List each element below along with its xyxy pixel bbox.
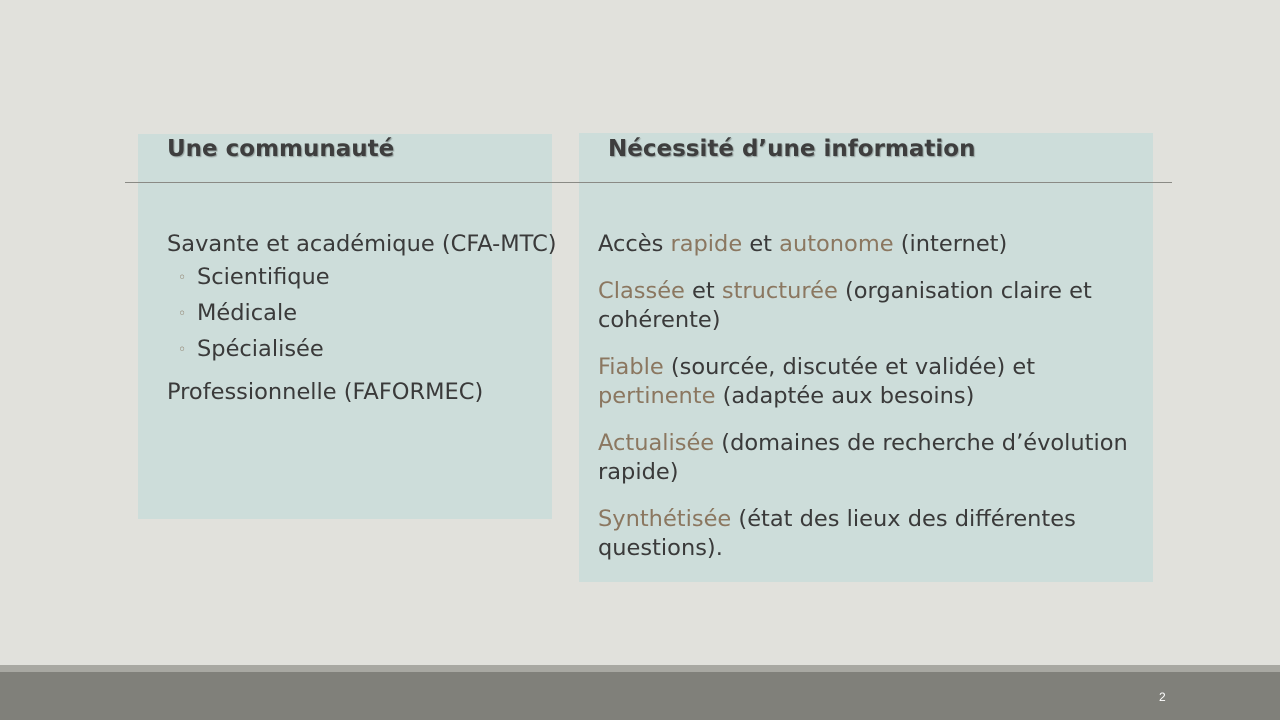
sub-item-label: Spécialisée — [197, 336, 324, 362]
text-run: (domaines de recherche d’évolution rapide) — [598, 430, 1128, 485]
text-run: (organisation claire et cohérente) — [598, 278, 1092, 333]
accent-word-synthetisee: Synthétisée — [598, 506, 732, 532]
text-run: (internet) — [893, 231, 1008, 257]
right-heading: Nécessité d’une information — [608, 136, 976, 162]
paragraph-classee — [598, 277, 1143, 335]
sub-item-scientifique — [167, 263, 547, 292]
accent-word-fiable: Fiable — [598, 354, 664, 380]
text-run: (état des lieux des différentes questions). — [598, 506, 1076, 561]
circle-bullet-icon: ◦ — [178, 270, 187, 286]
accent-word-pertinente: pertinente — [598, 383, 716, 409]
sub-item-label: Médicale — [197, 300, 298, 326]
accent-word-structuree: structurée — [721, 278, 838, 304]
accent-word-actualisee: Actualisée — [598, 430, 715, 456]
accent-word-autonome: autonome — [779, 231, 894, 257]
footer-accent-strip — [0, 665, 1280, 672]
title-divider — [125, 182, 1172, 183]
text-run: et — [684, 278, 722, 304]
paragraph-synthetisee — [598, 505, 1143, 563]
circle-bullet-icon: ◦ — [178, 306, 187, 322]
list-item-professionnelle: Professionnelle (FAFORMEC) — [167, 379, 484, 405]
sub-item-specialisee — [167, 335, 547, 364]
sub-item-medicale — [167, 299, 547, 328]
paragraph-actualisee — [598, 429, 1143, 487]
sub-list — [167, 263, 547, 364]
list-item-savante: Savante et académique (CFA-MTC) — [167, 231, 557, 257]
circle-bullet-icon: ◦ — [178, 342, 187, 358]
text-run: (sourcée, discutée et validée) et — [663, 354, 1036, 380]
paragraph-acces — [598, 230, 1143, 259]
right-content — [598, 230, 1143, 581]
left-heading: Une communauté — [167, 136, 395, 162]
page-number: 2 — [1159, 690, 1166, 704]
accent-word-rapide: rapide — [670, 231, 743, 257]
accent-word-classee: Classée — [598, 278, 685, 304]
text-run: et — [742, 231, 780, 257]
text-run: (adaptée aux besoins) — [715, 383, 975, 409]
left-content — [167, 230, 557, 407]
paragraph-fiable — [598, 353, 1143, 411]
text-run: Accès — [598, 231, 671, 257]
sub-item-label: Scientifique — [197, 264, 330, 290]
footer-bar — [0, 672, 1280, 720]
